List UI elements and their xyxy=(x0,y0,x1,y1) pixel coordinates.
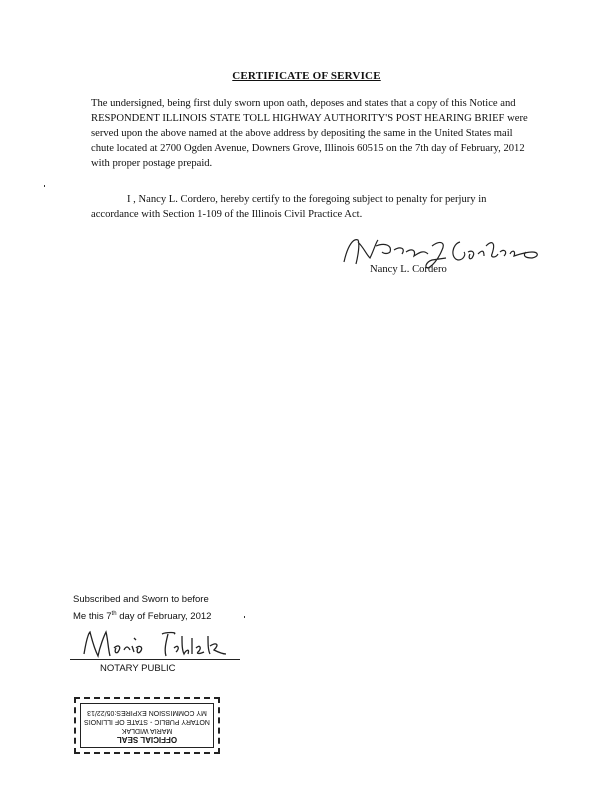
seal-line-4: MY COMMISSION EXPIRES:05/22/13 xyxy=(87,709,207,716)
document-title: CERTIFICATE OF SERVICE xyxy=(232,70,381,82)
notary-date-ordinal: th xyxy=(111,611,117,617)
scan-mark xyxy=(44,185,45,187)
official-seal-text xyxy=(80,703,214,748)
notary-date-suffix: day of February, 2012 xyxy=(116,611,212,623)
notary-statement-line2 xyxy=(73,607,211,624)
notary-date-prefix: Me this 7 xyxy=(73,611,112,623)
scan-mark-2 xyxy=(244,616,245,618)
notary-signature xyxy=(70,626,240,666)
service-paragraph: The undersigned, being first duly sworn upon oath, deposes and states that a copy of this Notice and RESPONDENT ILLINOIS STATE TOLL HIGHWAY AUTHORITY'S POST HEARING BRIEF were served upon the above named at the above address by depositing the same in the United States mail chute located at 2700 Ogden Avenue, Downers Grove, Illinois 60515 on the 7th day of February, 2012 with proper postage prepaid. xyxy=(91,98,528,169)
certification-paragraph: I , Nancy L. Cordero, hereby certify to the foregoing subject to penalty for perjury in accordance with Section 1-109 of the Illinois Civil Practice Act. xyxy=(91,194,487,220)
notary-public-label: NOTARY PUBLIC xyxy=(100,663,176,674)
official-seal-stamp xyxy=(74,697,220,754)
notary-statement-line1: Subscribed and Sworn to before xyxy=(73,594,209,605)
signer-name: Nancy L. Cordero xyxy=(370,264,447,275)
notary-statement xyxy=(73,592,211,624)
seal-line-1: OFFICIAL SEAL xyxy=(116,735,178,744)
seal-line-2: MARIA WIDLAK xyxy=(121,727,173,734)
notary-signature-line xyxy=(70,659,240,660)
seal-line-3: NOTARY PUBLIC - STATE OF ILLINOIS xyxy=(84,718,210,725)
